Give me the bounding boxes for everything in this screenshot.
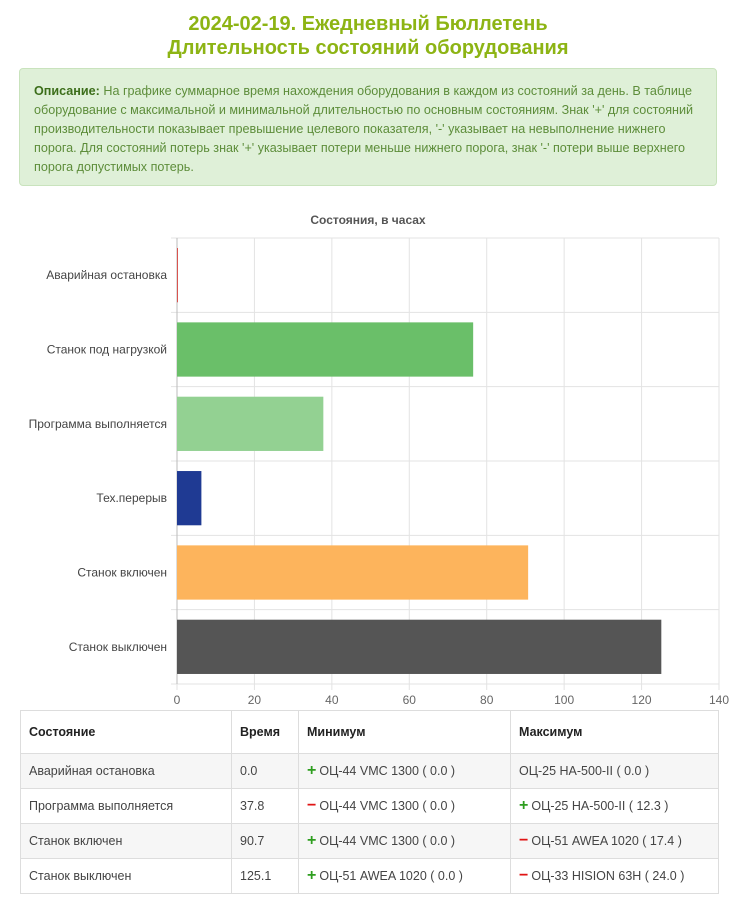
minus-icon: − bbox=[519, 867, 529, 884]
x-tick-label: 140 bbox=[708, 693, 730, 707]
minus-icon: − bbox=[519, 832, 529, 849]
table-row bbox=[21, 824, 719, 859]
cell-max bbox=[511, 859, 719, 894]
cell-min bbox=[299, 859, 511, 894]
title-line-subject: Длительность состояний оборудования bbox=[167, 37, 569, 59]
states-bar-chart bbox=[0, 200, 736, 710]
x-tick-label: 100 bbox=[554, 693, 575, 707]
cell-max-text: ОЦ-25 HA-500-II ( 12.3 ) bbox=[531, 799, 669, 813]
cell-min bbox=[299, 789, 511, 824]
description-label: Описание: bbox=[34, 84, 100, 98]
cell-state bbox=[21, 859, 232, 894]
cell-time-text: 90.7 bbox=[240, 834, 265, 848]
col-header-state: Состояние bbox=[21, 711, 232, 754]
cell-time bbox=[232, 859, 299, 894]
cell-min-text: ОЦ-44 VMC 1300 ( 0.0 ) bbox=[319, 834, 456, 848]
cell-min bbox=[299, 824, 511, 859]
cell-time-text: 125.1 bbox=[240, 869, 272, 883]
cell-state-text: Станок включен bbox=[29, 834, 123, 848]
states-table bbox=[20, 710, 719, 894]
cell-state-text: Аварийная остановка bbox=[29, 764, 155, 778]
cell-min-text: ОЦ-44 VMC 1300 ( 0.0 ) bbox=[319, 764, 456, 778]
bar bbox=[177, 248, 178, 302]
category-label: Станок выключен bbox=[68, 639, 167, 654]
cell-max bbox=[511, 754, 719, 789]
cell-min bbox=[299, 754, 511, 789]
description-text: На графике суммарное время нахождения оборудования в каждом из состояний за день. В таблице оборудование с максимальной и минимальной длительностью по основным состояниям. Знак '+' для состояний производительности показывает превышение целевого показателя, '-' указывает на невыполнение нижнего порога. Для состояний потерь знак '+' указывает потери меньше нижнего порога, знак '-' потери выше верхнего порога допустимых потерь. bbox=[34, 84, 694, 174]
cell-min-text: ОЦ-51 AWEA 1020 ( 0.0 ) bbox=[319, 869, 463, 883]
cell-time bbox=[232, 824, 299, 859]
category-label: Программа выполняется bbox=[28, 416, 167, 431]
cell-max-text: ОЦ-33 HISION 63H ( 24.0 ) bbox=[531, 869, 685, 883]
table-header-row bbox=[21, 711, 719, 754]
cell-min-text: ОЦ-44 VMC 1300 ( 0.0 ) bbox=[319, 799, 456, 813]
cell-max bbox=[511, 824, 719, 859]
chart-title: Состояния, в часах bbox=[310, 213, 426, 227]
x-tick-label: 120 bbox=[631, 693, 652, 707]
cell-time-text: 37.8 bbox=[240, 799, 265, 813]
cell-state bbox=[21, 789, 232, 824]
col-header-max: Максимум bbox=[511, 711, 719, 754]
x-tick-label: 80 bbox=[480, 693, 494, 707]
col-header-time: Время bbox=[232, 711, 299, 754]
cell-state-text: Программа выполняется bbox=[29, 799, 174, 813]
cell-state-text: Станок выключен bbox=[29, 869, 132, 883]
minus-icon: − bbox=[307, 797, 317, 814]
bar bbox=[177, 620, 661, 674]
cell-time-text: 0.0 bbox=[240, 764, 258, 778]
plus-icon: + bbox=[519, 797, 529, 814]
category-label: Станок под нагрузкой bbox=[46, 342, 167, 357]
bar bbox=[177, 322, 473, 376]
category-label: Станок включен bbox=[77, 565, 167, 580]
bar bbox=[177, 471, 201, 525]
table-row bbox=[21, 859, 719, 894]
plus-icon: + bbox=[307, 867, 317, 884]
cell-time bbox=[232, 789, 299, 824]
cell-state bbox=[21, 824, 232, 859]
x-tick-label: 40 bbox=[325, 693, 339, 707]
states-table-wrap bbox=[20, 710, 719, 894]
bar bbox=[177, 545, 528, 599]
x-tick-label: 0 bbox=[173, 693, 181, 707]
plus-icon: + bbox=[307, 762, 317, 779]
table-row bbox=[21, 754, 719, 789]
title-line-date: 2024-02-19. Ежедневный Бюллетень bbox=[188, 13, 548, 35]
cell-max bbox=[511, 789, 719, 824]
cell-max-text: ОЦ-25 HA-500-II ( 0.0 ) bbox=[519, 764, 650, 778]
table-row bbox=[21, 789, 719, 824]
x-tick-label: 20 bbox=[247, 693, 262, 707]
col-header-min: Минимум bbox=[299, 711, 511, 754]
plus-icon: + bbox=[307, 832, 317, 849]
x-tick-label: 60 bbox=[402, 693, 416, 707]
bar bbox=[177, 397, 323, 451]
cell-time bbox=[232, 754, 299, 789]
page-title bbox=[0, 12, 736, 60]
cell-max-text: ОЦ-51 AWEA 1020 ( 17.4 ) bbox=[531, 834, 682, 848]
category-label: Тех.перерыв bbox=[96, 491, 167, 506]
description-box bbox=[19, 68, 717, 186]
category-label: Аварийная остановка bbox=[46, 268, 167, 283]
cell-state bbox=[21, 754, 232, 789]
